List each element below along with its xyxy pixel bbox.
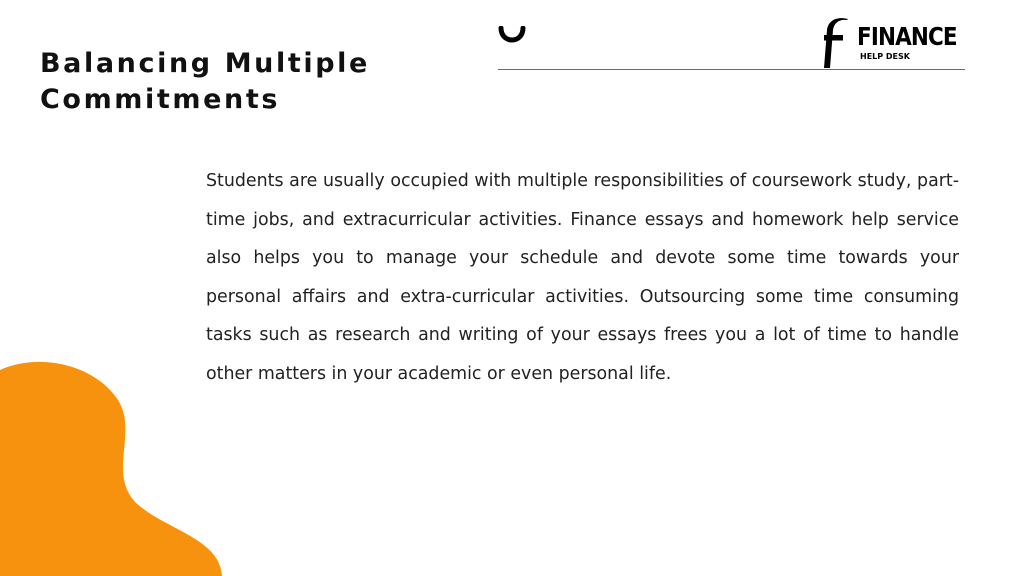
f-letter-icon: [820, 18, 852, 70]
slide-title: [40, 46, 370, 118]
title-line-1: Balancing Multiple: [40, 48, 370, 79]
arc-decoration-icon: [497, 26, 527, 46]
body-paragraph: Students are usually occupied with multiple responsibilities of coursework study, part-time jobs, and extracurricular activities. Finance essays and homework help service also helps you to manage your schedule and devote some time towards your personal affairs and extra-curricular activities. Outsourcing some time consuming tasks such as research and writing of your essays frees you a lot of time to handle other matters in your academic or even personal life.: [206, 171, 959, 384]
finance-help-desk-logo: [820, 18, 970, 70]
logo-subtitle: HELP DESK: [860, 52, 910, 61]
title-line-2: Commitments: [40, 84, 281, 115]
logo-name: FINANCE: [857, 22, 957, 51]
orange-blob-decoration: [0, 360, 230, 576]
